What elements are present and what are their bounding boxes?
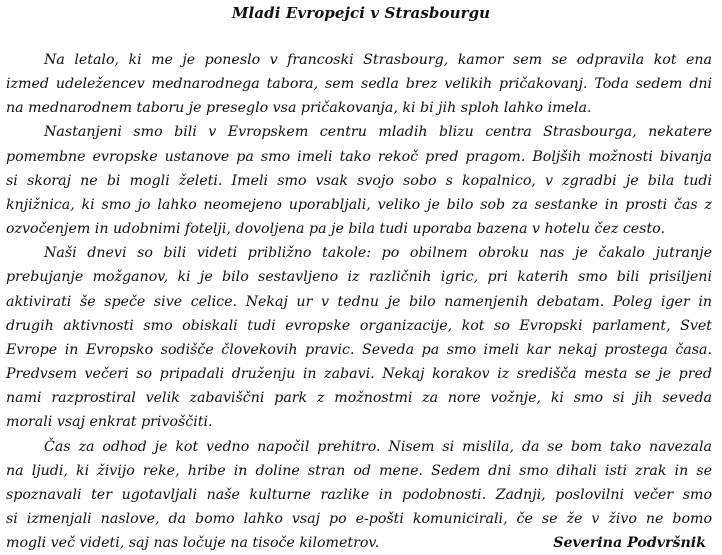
text-line: na mednarodnem taboru je preseglo vsa pričakovanja, ki bi jih sploh lahko imela. — [6, 100, 592, 117]
text-line: ozvočenjem in udobnimi fotelji, dovoljena pa je bila tudi uporaba bazena v hotelu čez cesto. — [6, 221, 665, 238]
text-line: Na letalo, ki me je poneslo v francoski Strasbourg, kamor sem se odpravila kot ena — [44, 52, 712, 68]
text-line: si skoraj ne bi mogli želeti. Imeli smo vsak svojo sobo s kopalnico, v zgradbi je bila tudi — [6, 172, 712, 189]
final-line — [6, 531, 712, 555]
text-line: Čas za odhod je kot vedno napočil prehitro. Nisem si mislila, da se bom tako navezala — [44, 438, 712, 455]
text-line: mogli več videti, saj nas ločuje na tisoče kilometrov. — [6, 535, 380, 552]
text-line: si izmenjali naslove, da bomo lahko vsaj po e-pošti komunicirali, če se že v živo ne bomo — [6, 510, 712, 527]
text-line: knjižnica, ki smo jo lahko neomejeno uporabljali, veliko je bilo sob za sestanke in prosti čas z — [6, 196, 712, 213]
text-line: izmed udeležencev mednarodnega tabora, sem sedla brez velikih pričakovanj. Toda sedem dni — [6, 76, 712, 93]
text-line: morali vsaj enkrat privoščiti. — [6, 414, 213, 431]
document-title: Mladi Evropejci v Strasbourgu — [231, 4, 491, 22]
text-line: na ljudi, ki živijo reke, hribe in doline stran od mene. Sedem dni smo dihali isti zrak in se — [6, 462, 712, 479]
text-line: aktivirati še speče sive celice. Nekaj ur v tednu je bilo namenjenih debatam. Poleg iger in — [6, 293, 712, 310]
text-line: pomembne evropske ustanove pa smo imeli tako rekoč pred pragom. Boljših možnosti bivanja — [6, 148, 712, 165]
text-line: nami razprostiral velik zabaviščni park z možnostmi za nore vožnje, ki smo si jih seveda — [6, 390, 712, 407]
text-line: spoznavali ter ugotavljali naše kulturne razlike in podobnosti. Zadnji, poslovilni večer smo — [6, 486, 712, 503]
text-line: Naši dnevi so bili videti približno takole: po obilnem obroku nas je čakalo jutranje — [44, 245, 712, 262]
author-signature: Severina Podvršnik — [553, 535, 706, 552]
text-line: Evrope in Evropsko sodišče človekovih pravic. Seveda pa smo imeli kar nekaj prostega časa. — [6, 341, 712, 358]
text-line: prebujanje možganov, ki je bilo sestavljeno iz različnih igric, pri katerih smo bili prisiljeni — [6, 269, 712, 286]
text-line: Nastanjeni smo bili v Evropskem centru mladih blizu centra Strasbourga, nekatere — [44, 124, 712, 141]
text-line: Predvsem večeri so pripadali druženju in zabavi. Nekaj korakov iz središča mesta se je pred — [6, 366, 712, 383]
text-line: drugih aktivnosti smo obiskali tudi evropske organizacije, kot so Evropski parlament, Svet — [6, 317, 712, 334]
document-body — [6, 48, 712, 555]
